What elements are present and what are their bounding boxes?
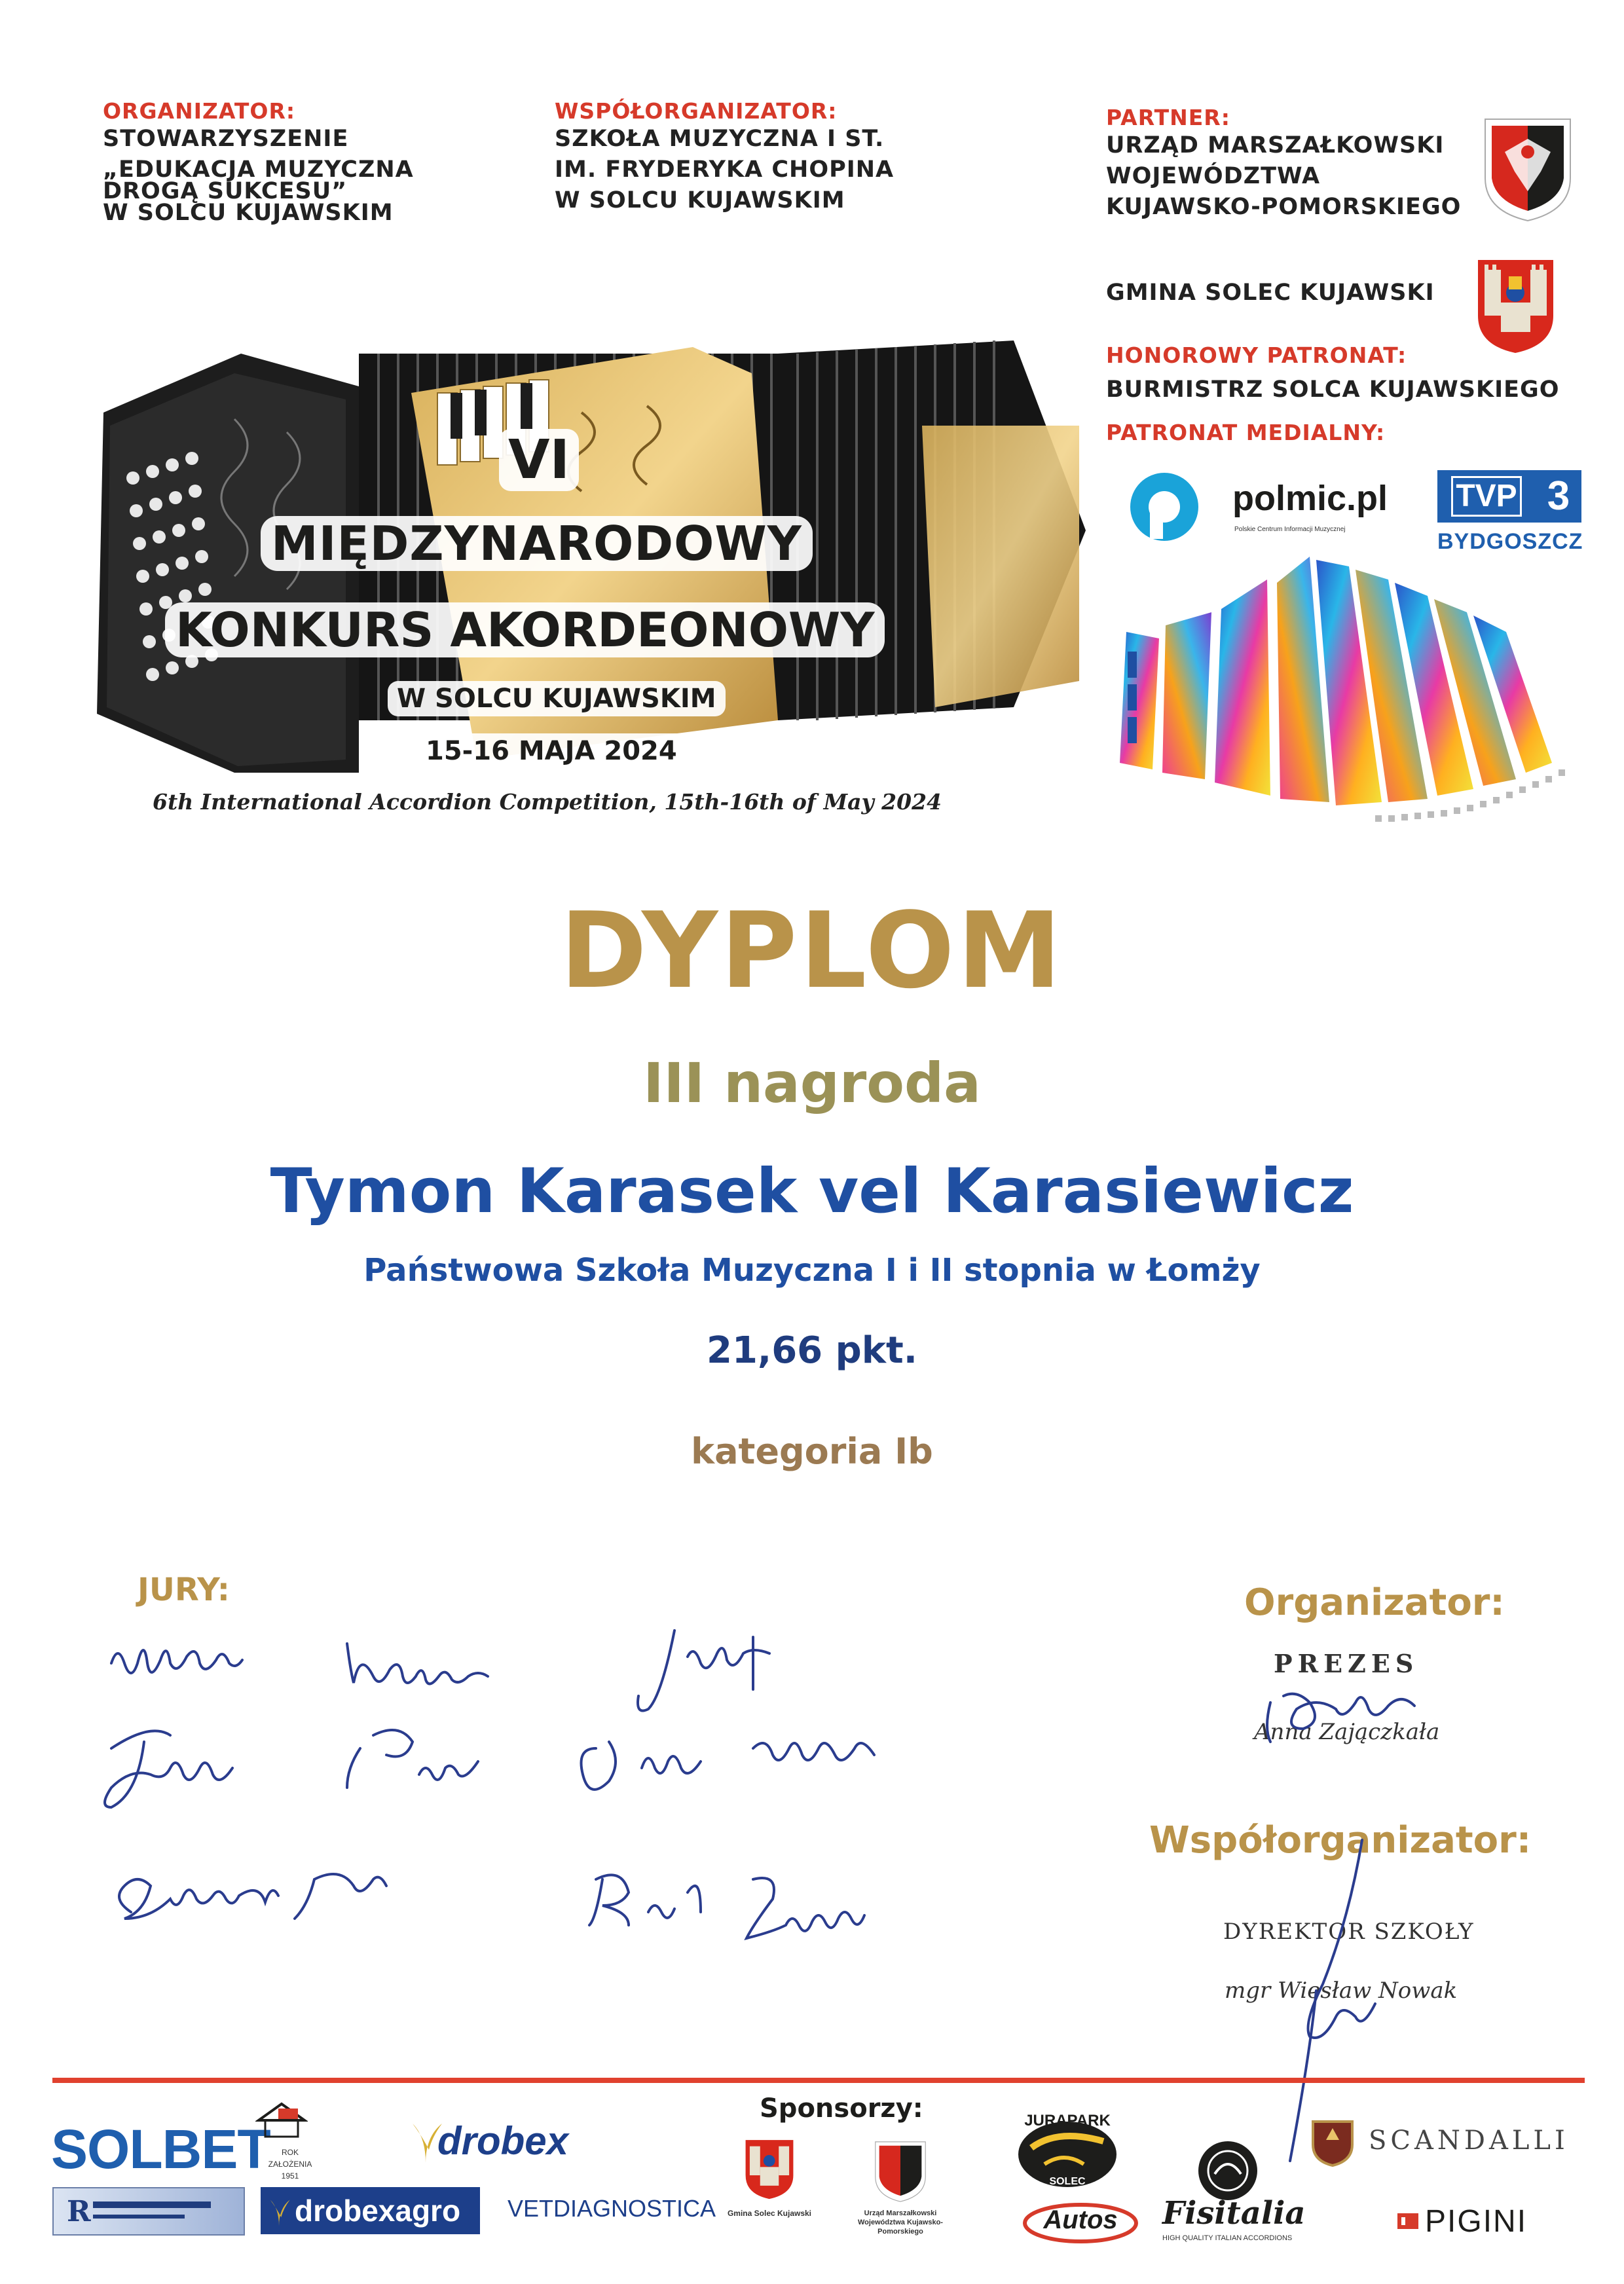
solbet-house-icon — [255, 2101, 308, 2143]
partner-label: PARTNER: — [1106, 105, 1230, 130]
tvp-number: 3 — [1536, 470, 1581, 523]
polmic-circle-icon — [1126, 470, 1205, 542]
solec-kujawski-crest-icon — [1475, 257, 1557, 358]
organizer-label: ORGANIZATOR: — [103, 98, 296, 124]
svg-text:R: R — [67, 2195, 91, 2228]
jury-signature-2 — [347, 1644, 488, 1684]
partner-block — [1106, 105, 1461, 223]
diploma-points: 21,66 pkt. — [707, 1329, 917, 1372]
tvp-city: BYDGOSZCZ — [1437, 529, 1583, 554]
tvp-text: TVP — [1451, 476, 1521, 517]
sponsors-label: Sponsorzy: — [760, 2093, 923, 2124]
banner-line-3: W SOLCU KUJAWSKIM — [388, 681, 726, 716]
kujawsko-pomorskie-crest-icon — [1479, 113, 1577, 227]
partner-line-1: URZĄD MARSZAŁKOWSKI — [1106, 132, 1445, 158]
solbet-logo — [51, 2101, 326, 2179]
urzad-sponsor — [841, 2138, 959, 2243]
director-name: mgr Wiesław Nowak — [1225, 1978, 1458, 2004]
banner-line-2: KONKURS AKORDEONOWY — [165, 602, 885, 657]
pigini-logo — [1395, 2201, 1565, 2241]
jury-signature-5 — [347, 1730, 478, 1788]
partner-line-3: KUJAWSKO-POMORSKIEGO — [1106, 194, 1462, 220]
jury-signature-1 — [111, 1650, 242, 1673]
polmic-logo — [1126, 470, 1401, 542]
prezes-name: Anna Zajączkała — [1254, 1719, 1440, 1745]
jury-signature-7 — [119, 1874, 386, 1919]
partner-line-2: WOJEWÓDZTWA — [1106, 163, 1321, 189]
coorganizer-sign-label: Współorganizator: — [1149, 1819, 1532, 1862]
gmina-caption: Gmina Solec Kujawski — [727, 2209, 812, 2218]
urzad-crest-small-icon — [871, 2138, 930, 2203]
organizer-line-4: W SOLCU KUJAWSKIM — [103, 200, 394, 226]
diploma-prize: III nagroda — [643, 1051, 981, 1115]
jurapark-sub: SOLEC — [1049, 2176, 1086, 2187]
scandalli-text: SCANDALLI — [1369, 2126, 1569, 2156]
fisitalia-logo — [1162, 2195, 1359, 2247]
solbet-text: SOLBET — [51, 2118, 270, 2180]
jury-signature-4 — [105, 1731, 232, 1807]
banner-english: 6th International Accordion Competition, 15th-16th of May 2024 — [153, 789, 942, 815]
drobexagro-logo — [261, 2187, 480, 2234]
prezes-signature — [1257, 1663, 1467, 1758]
coorganizer-line-3: W SOLCU KUJAWSKIM — [555, 187, 845, 213]
drobexagro-text: drobexagro — [295, 2194, 461, 2228]
drobex-text: drobex — [437, 2119, 569, 2163]
honorary-text: BURMISTRZ SOLCA KUJAWSKIEGO — [1106, 377, 1560, 403]
drobexagro-leaf-icon — [266, 2194, 292, 2227]
jurapark-text: JURAPARK — [1024, 2112, 1111, 2129]
solbet-year: ROK ZAŁOŻENIA 1951 — [268, 2148, 312, 2181]
pigini-text: PIGINI — [1425, 2203, 1528, 2239]
coorganizer-block — [555, 98, 894, 216]
jury-label: JURY: — [138, 1572, 230, 1608]
polmic-text: polmic.pl — [1232, 479, 1388, 518]
tvp-box — [1437, 470, 1536, 523]
jury-signature-8 — [589, 1875, 864, 1938]
diploma-title: DYPLOM — [560, 889, 1064, 1012]
fisitalia-sub: HIGH QUALITY ITALIAN ACCORDIONS — [1162, 2234, 1293, 2242]
banner-dates: 15-16 MAJA 2024 — [416, 733, 686, 769]
tvp3-logo — [1437, 470, 1588, 562]
autos-text: Autos — [1043, 2205, 1118, 2234]
colorful-accordion-graphic — [1113, 553, 1572, 864]
diploma-school: Państwowa Szkoła Muzyczna I i II stopnia w Łomży — [363, 1252, 1261, 1289]
prezes-stamp: PREZES — [1274, 1649, 1419, 1678]
coorganizer-line-2: IM. FRYDERYKA CHOPINA — [555, 157, 895, 183]
jury-signatures — [98, 1617, 1080, 2013]
footer-divider — [52, 2078, 1585, 2083]
polmic-subtitle: Polskie Centrum Informacji Muzycznej — [1234, 526, 1346, 533]
scandalli-crest-icon — [1306, 2115, 1359, 2167]
organizer-line-3: DROGĄ SUKCESU” — [103, 178, 348, 204]
organizer-line-1: STOWARZYSZENIE — [103, 126, 349, 152]
director-stamp: DYREKTOR SZKOŁY — [1223, 1919, 1475, 1945]
diploma-name: Tymon Karasek vel Karasiewicz — [270, 1156, 1354, 1227]
gmina-sponsor — [710, 2138, 828, 2230]
autos-logo — [1022, 2200, 1139, 2246]
coorganizer-label: WSPÓŁORGANIZATOR: — [555, 98, 838, 124]
organizer-sign-label: Organizator: — [1244, 1581, 1505, 1624]
organizer-block — [103, 98, 414, 229]
urzad-caption: Urząd Marszałkowski Województwa Kujawsko-Pomorskiego — [858, 2209, 943, 2236]
pigini-icon — [1395, 2208, 1421, 2234]
fisitalia-text: Fisitalia — [1162, 2195, 1306, 2232]
drobex-logo — [406, 2112, 616, 2171]
banner-line-1: MIĘDZYNARODOWY — [261, 516, 813, 571]
scandalli-logo — [1306, 2115, 1581, 2167]
coorganizer-line-1: SZKOŁA MUZYCZNA I ST. — [555, 126, 885, 152]
media-label: PATRONAT MEDIALNY: — [1106, 420, 1386, 445]
banner-edition: VI — [499, 429, 579, 491]
gmina-text: GMINA SOLEC KUJAWSKI — [1106, 280, 1435, 306]
jury-signature-6 — [581, 1742, 875, 1790]
vetdiagnostica-text: VETDIAGNOSTICA — [507, 2195, 716, 2222]
jury-signature-3 — [638, 1630, 769, 1711]
jurapark-logo — [1005, 2112, 1130, 2190]
solec-crest-small-icon — [743, 2138, 796, 2200]
diploma-category: kategoria Ib — [691, 1431, 933, 1472]
honorary-label: HONOROWY PATRONAT: — [1106, 342, 1407, 368]
rozak-logo — [52, 2187, 245, 2236]
organizer-line-2: „EDUKACJA MUZYCZNA — [103, 157, 414, 183]
